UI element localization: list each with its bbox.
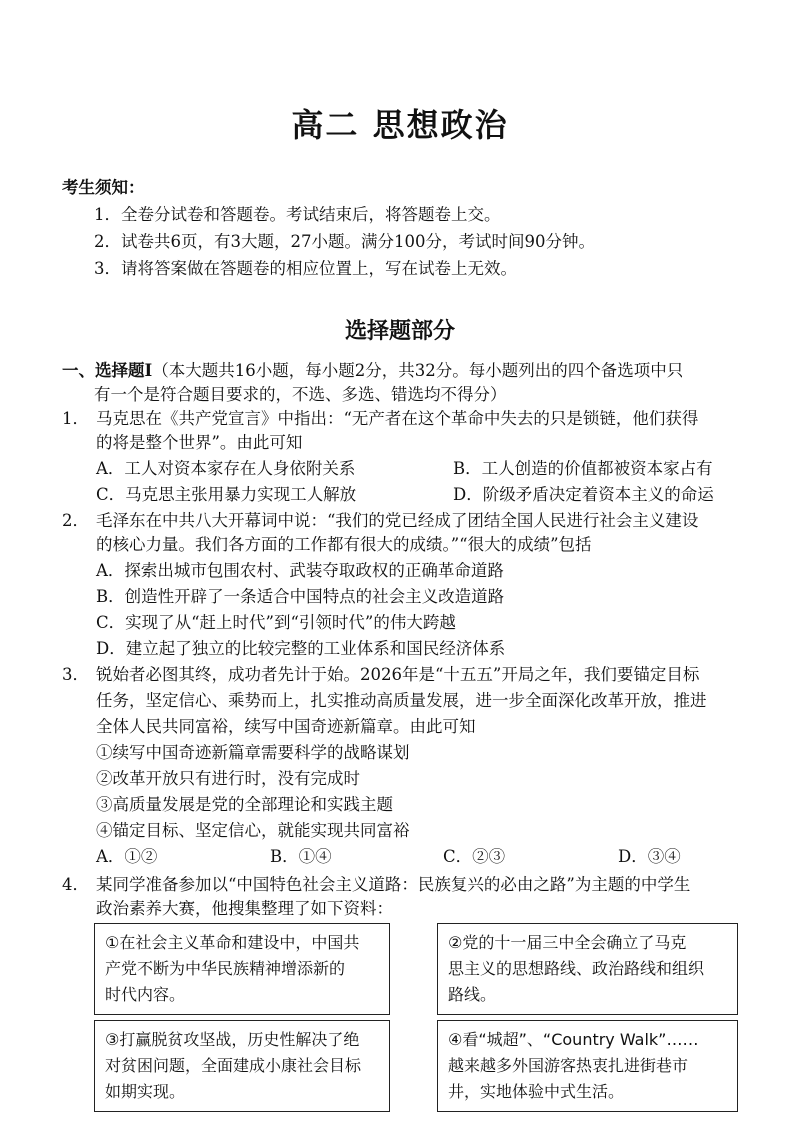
- statement: ④锚定目标、坚定信心，就能实现共同富裕: [96, 821, 410, 840]
- part1-heading: [62, 359, 683, 383]
- question-text: 毛泽东在中共八大开幕词中说：“我们的党已经成了团结全国人民进行社会主义建设: [96, 511, 699, 530]
- question-text: 马克思在《共产党宣言》中指出：“无产者在这个革命中失去的只是锁链，他们获得: [96, 409, 699, 428]
- question-text: 全体人民共同富裕，续写中国奇迹新篇章。由此可知: [96, 717, 476, 736]
- material-box: [437, 1020, 738, 1112]
- material-box: [94, 923, 390, 1015]
- question-text: 政治素养大赛，他搜集整理了如下资料：: [96, 899, 393, 918]
- statement: ①续写中国奇迹新篇章需要科学的战略谋划: [96, 743, 410, 762]
- material-line: 越来越多外国游客热衷扎进街巷市: [448, 1056, 689, 1075]
- part1-desc: 有一个是符合题目要求的，不选、多选、错选均不得分）: [94, 385, 507, 404]
- option-d: D．③④: [618, 847, 681, 866]
- material-line: 路线。: [448, 985, 497, 1004]
- question-number: 1．: [62, 409, 89, 428]
- section-title: 选择题部分: [344, 318, 455, 344]
- material-line: 对贫困问题，全面建成小康社会目标: [105, 1056, 362, 1075]
- material-line: ②党的十一届三中全会确立了马克: [448, 933, 687, 952]
- notice-item: 2．试卷共6页，有3大题，27小题。满分100分，考试时间90分钟。: [94, 232, 595, 251]
- material-line: 思主义的思想路线、政治路线和组织: [448, 959, 705, 978]
- option-d: D．建立起了独立的比较完整的工业体系和国民经济体系: [96, 639, 506, 658]
- question-number: 4．: [62, 875, 89, 894]
- question-number: 2．: [62, 511, 89, 530]
- option-b: B．①④: [270, 847, 332, 866]
- material-line: 如期实现。: [105, 1082, 186, 1101]
- option-b: B．工人创造的价值都被资本家占有: [453, 459, 713, 478]
- option-a: A．①②: [96, 847, 158, 866]
- question-text: 的将是整个世界”。由此可知: [96, 433, 303, 452]
- statement: ③高质量发展是党的全部理论和实践主题: [96, 795, 393, 814]
- material-box: [94, 1020, 390, 1112]
- part1-label: 一、选择题Ⅰ: [62, 361, 153, 380]
- option-b: B．创造性开辟了一条适合中国特点的社会主义改造道路: [96, 587, 505, 606]
- page-title: 高二 思想政治: [291, 106, 509, 144]
- option-a: A．工人对资本家存在人身依附关系: [96, 459, 356, 478]
- statement: ②改革开放只有进行时，没有完成时: [96, 769, 360, 788]
- option-c: C．②③: [443, 847, 506, 866]
- material-line: ①在社会主义革命和建设中，中国共: [105, 933, 360, 952]
- material-box: [437, 923, 738, 1015]
- question-text: 某同学准备参加以“中国特色社会主义道路：民族复兴的必由之路”为主题的中学生: [96, 875, 691, 894]
- material-line: 井，实地体验中式生活。: [448, 1082, 625, 1101]
- question-text: 锐始者必图其终，成功者先计于始。2026年是“十五五”开局之年，我们要锚定目标: [96, 665, 700, 684]
- option-c: C．马克思主张用暴力实现工人解放: [96, 485, 357, 504]
- option-a: A．探索出城市包围农村、武装夺取政权的正确革命道路: [96, 561, 504, 580]
- question-text: 的核心力量。我们各方面的工作都有很大的成绩。”“很大的成绩”包括: [96, 535, 592, 554]
- material-line: ③打赢脱贫攻坚战，历史性解决了绝: [105, 1030, 360, 1049]
- option-c: C．实现了从“赶上时代”到“引领时代”的伟大跨越: [96, 613, 456, 632]
- question-number: 3．: [62, 665, 89, 684]
- question-text: 任务，坚定信心、乘势而上，扎实推动高质量发展，进一步全面深化改革开放，推进: [96, 691, 707, 710]
- option-d: D．阶级矛盾决定着资本主义的命运: [453, 485, 714, 504]
- material-line: ④看“城超”、“Country Walk”……: [448, 1030, 699, 1049]
- material-line: 产党不断为中华民族精神增添新的: [105, 959, 346, 978]
- notice-item: 1．全卷分试卷和答题卷。考试结束后，将答题卷上交。: [94, 205, 501, 224]
- notice-item: 3．请将答案做在答题卷的相应位置上，写在试卷上无效。: [94, 259, 517, 278]
- material-line: 时代内容。: [105, 985, 186, 1004]
- notice-heading: 考生须知：: [62, 178, 145, 197]
- part1-desc: （本大题共16小题，每小题2分，共32分。每小题列出的四个备选项中只: [152, 361, 684, 380]
